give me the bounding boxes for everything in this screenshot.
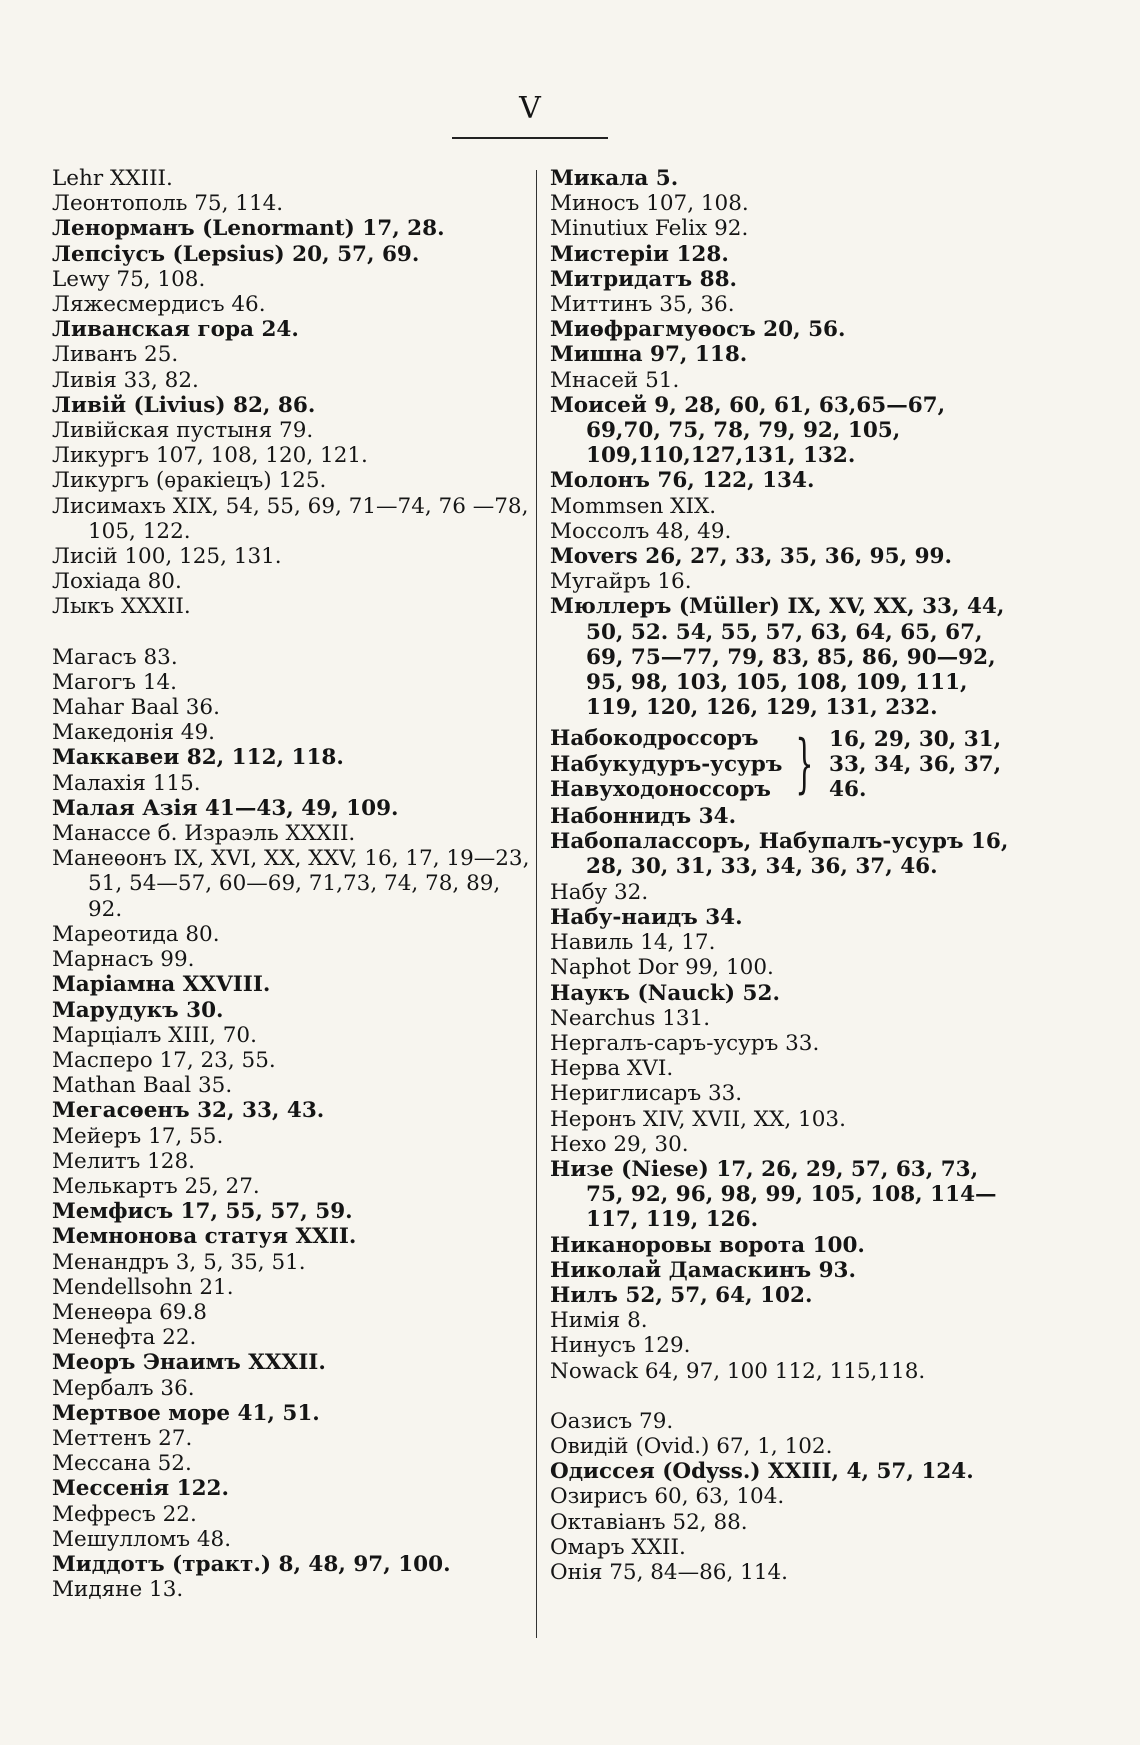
index-entry: Менефта 22. bbox=[52, 1325, 197, 1351]
index-entry: Маріамна XXVIII. bbox=[52, 972, 271, 998]
index-entry: Манеѳонъ IX, XVI, XX, XXV, 16, 17, 19—23, 51, 54—57, 60—69, 71,73, 74, 78, 89, 92. bbox=[52, 846, 530, 922]
index-entry: Лепсіусъ (Lepsius) 20, 57, 69. bbox=[52, 241, 420, 267]
index-entry: Мелитъ 128. bbox=[52, 1148, 196, 1174]
index-entry: Ликургъ 107, 108, 120, 121. bbox=[52, 443, 368, 469]
index-entry: Ляжесмердисъ 46. bbox=[52, 292, 266, 318]
index-entry: Озирисъ 60, 63, 104. bbox=[550, 1484, 785, 1510]
index-entry: Мареотида 80. bbox=[52, 921, 220, 947]
index-column-left bbox=[52, 166, 530, 1602]
index-entry: Мугайръ 16. bbox=[550, 569, 692, 595]
index-entry: Миттинъ 35, 36. bbox=[550, 292, 735, 318]
index-entry: Маккавеи 82, 112, 118. bbox=[52, 745, 344, 771]
index-entry: Набукудуръ-усуръ bbox=[550, 751, 783, 777]
index-entry: Нерва XVI. bbox=[550, 1056, 674, 1082]
index-entry: Ленорманъ (Lenormant) 17, 28. bbox=[52, 216, 445, 242]
index-entry: Менандръ 3, 5, 35, 51. bbox=[52, 1249, 306, 1275]
index-entry: Нергалъ-саръ-усуръ 33. bbox=[550, 1030, 820, 1056]
index-entry: Омаръ XXII. bbox=[550, 1534, 686, 1560]
header-rule bbox=[452, 137, 608, 139]
page-number: V bbox=[519, 91, 541, 126]
index-entry: Марнасъ 99. bbox=[52, 947, 195, 973]
index-entry: Меттенъ 27. bbox=[52, 1425, 193, 1451]
index-entry: Меоръ Энаимъ XXXII. bbox=[52, 1350, 326, 1376]
index-entry: Мешулломъ 48. bbox=[52, 1526, 232, 1552]
index-entry: Лисій 100, 125, 131. bbox=[52, 544, 282, 570]
index-entry: Minutiux Felix 92. bbox=[550, 216, 749, 242]
section-gap bbox=[550, 1384, 1020, 1409]
index-entry: Молонъ 76, 122, 134. bbox=[550, 468, 815, 494]
column-divider bbox=[536, 170, 537, 1638]
index-entry: Нинусъ 129. bbox=[550, 1333, 691, 1359]
index-entry: Навуходоноссоръ bbox=[550, 776, 771, 802]
index-entry: Мишна 97, 118. bbox=[550, 342, 748, 368]
index-entry: Lewy 75, 108. bbox=[52, 266, 206, 292]
brace-bracket: } bbox=[795, 727, 814, 802]
index-entry: Нериглисаръ 33. bbox=[550, 1081, 743, 1107]
index-entry: Мемнонова статуя XXII. bbox=[52, 1224, 357, 1250]
index-entry: Овидій (Ovid.) 67, 1, 102. bbox=[550, 1433, 833, 1459]
group-page-refs: 16, 29, 30, 31, 33, 34, 36, 37, 46. bbox=[829, 726, 1002, 802]
index-entry: Mathan Baal 35. bbox=[52, 1073, 233, 1099]
index-entry: Миѳфрагмуѳосъ 20, 56. bbox=[550, 317, 846, 343]
index-entry: Набу-наидъ 34. bbox=[550, 904, 743, 930]
index-entry: Мидяне 13. bbox=[52, 1577, 184, 1603]
index-entry: Набопалассоръ, Набупалъ-усуръ 16, 28, 30, 31, 33, 34, 36, 37, 46. bbox=[550, 829, 1009, 880]
index-entry: Манассе б. Израэль XXXII. bbox=[52, 821, 356, 847]
index-block-n-o bbox=[550, 804, 1020, 1585]
index-entry: Набокодроссоръ bbox=[550, 726, 759, 752]
index-entry: Микала 5. bbox=[550, 166, 679, 191]
index-entry: Онія 75, 84—86, 114. bbox=[550, 1559, 789, 1585]
index-entry: Неронъ XIV, XVII, XX, 103. bbox=[550, 1106, 846, 1132]
index-entry: Масперо 17, 23, 55. bbox=[52, 1047, 276, 1073]
index-entry: Ливій (Livius) 82, 86. bbox=[52, 392, 316, 418]
index-entry: Ливанъ 25. bbox=[52, 342, 179, 368]
index-entry: Наукъ (Nauck) 52. bbox=[550, 980, 780, 1006]
index-entry: Мелькартъ 25, 27. bbox=[52, 1173, 260, 1199]
index-entry: Магогъ 14. bbox=[52, 669, 178, 695]
index-entry: Миддотъ (тракт.) 8, 48, 97, 100. bbox=[52, 1551, 451, 1577]
section-gap bbox=[52, 620, 530, 645]
index-entry: Марціалъ XIII, 70. bbox=[52, 1022, 257, 1048]
index-entry: Октавіанъ 52, 88. bbox=[550, 1509, 748, 1535]
index-entry: Леонтополь 75, 114. bbox=[52, 191, 284, 217]
index-entry: Одиссея (Odyss.) XXIII, 4, 57, 124. bbox=[550, 1459, 974, 1485]
index-entry: Nearchus 131. bbox=[550, 1005, 711, 1031]
index-entry: Никаноровы ворота 100. bbox=[550, 1232, 865, 1258]
index-entry: Марудукъ 30. bbox=[52, 997, 224, 1023]
index-entry: Мегасѳенъ 32, 33, 43. bbox=[52, 1098, 325, 1124]
index-entry: Оазисъ 79. bbox=[550, 1408, 674, 1434]
index-entry: Миносъ 107, 108. bbox=[550, 191, 749, 217]
index-entry: Малахія 115. bbox=[52, 770, 201, 796]
index-entry: Мюллеръ (Müller) IX, XV, XX, 33, 44, 50, 52. 54, 55, 57, 63, 64, 65, 67, 69, 75—77, 79, 83, 85, 86, 90—92, 95, 98, 103, 105, 108, 109, 111, 119, 120, 126, 129, 131, 232. bbox=[550, 594, 1005, 721]
group-names bbox=[550, 726, 782, 802]
index-entry: Mendellsohn 21. bbox=[52, 1274, 234, 1300]
index-entry: Николай Дамаскинъ 93. bbox=[550, 1257, 856, 1283]
entry-group-nebuchadnezzar bbox=[550, 726, 1020, 802]
index-entry: Лисимахъ XIX, 54, 55, 69, 71—74, 76 —78, 105, 122. bbox=[52, 493, 529, 544]
index-entry: Лыкъ XXXII. bbox=[52, 594, 191, 620]
index-entry: Мессана 52. bbox=[52, 1451, 192, 1477]
index-entry: Мистеріи 128. bbox=[550, 241, 729, 267]
index-entry: Менеѳра 69.8 bbox=[52, 1299, 207, 1325]
index-entry: Мнасей 51. bbox=[550, 367, 680, 393]
index-entry: Nowack 64, 97, 100 112, 115,118. bbox=[550, 1358, 926, 1384]
index-entry: Ливанская гора 24. bbox=[52, 317, 299, 343]
index-entry: Мербалъ 36. bbox=[52, 1375, 195, 1401]
index-entry: Мейеръ 17, 55. bbox=[52, 1123, 224, 1149]
index-entry: Мессенія 122. bbox=[52, 1476, 229, 1502]
index-entry: Нимія 8. bbox=[550, 1308, 648, 1334]
index-entry: Mahar Baal 36. bbox=[52, 695, 220, 721]
index-entry: Митридатъ 88. bbox=[550, 266, 738, 292]
index-entry: Ливійская пустыня 79. bbox=[52, 418, 314, 444]
index-entry: Нилъ 52, 57, 64, 102. bbox=[550, 1282, 813, 1308]
index-entry: Малая Азія 41—43, 49, 109. bbox=[52, 795, 399, 821]
index-entry: Македонія 49. bbox=[52, 720, 215, 746]
index-entry: Мертвое море 41, 51. bbox=[52, 1400, 320, 1426]
index-entry: Нехо 29, 30. bbox=[550, 1131, 689, 1157]
index-column-right bbox=[550, 166, 1020, 1585]
index-entry: Набу 32. bbox=[550, 879, 649, 905]
index-entry: Ливія 33, 82. bbox=[52, 367, 199, 393]
index-entry: Mommsen XIX. bbox=[550, 493, 717, 519]
index-entry: Низе (Niese) 17, 26, 29, 57, 63, 73, 75, 92, 96, 98, 99, 105, 108, 114—117, 119, 126. bbox=[550, 1156, 997, 1233]
index-entry: Lehr XXIII. bbox=[52, 166, 173, 191]
index-block-m bbox=[550, 166, 1020, 720]
index-entry: Naphot Dor 99, 100. bbox=[550, 955, 774, 981]
index-entry: Лохіада 80. bbox=[52, 569, 182, 595]
index-entry: Магасъ 83. bbox=[52, 644, 178, 670]
index-entry: Мемфисъ 17, 55, 57, 59. bbox=[52, 1199, 353, 1225]
index-entry: Мефресъ 22. bbox=[52, 1501, 197, 1527]
index-entry: Набоннидъ 34. bbox=[550, 804, 737, 830]
index-entry: Навиль 14, 17. bbox=[550, 930, 716, 956]
index-entry: Моисей 9, 28, 60, 61, 63,65—67, 69,70, 75, 78, 79, 92, 105, 109,110,127,131, 132. bbox=[550, 392, 946, 469]
index-entry: Movers 26, 27, 33, 35, 36, 95, 99. bbox=[550, 544, 952, 570]
index-entry: Ликургъ (ѳракіецъ) 125. bbox=[52, 468, 327, 494]
index-entry: Моссолъ 48, 49. bbox=[550, 518, 732, 544]
